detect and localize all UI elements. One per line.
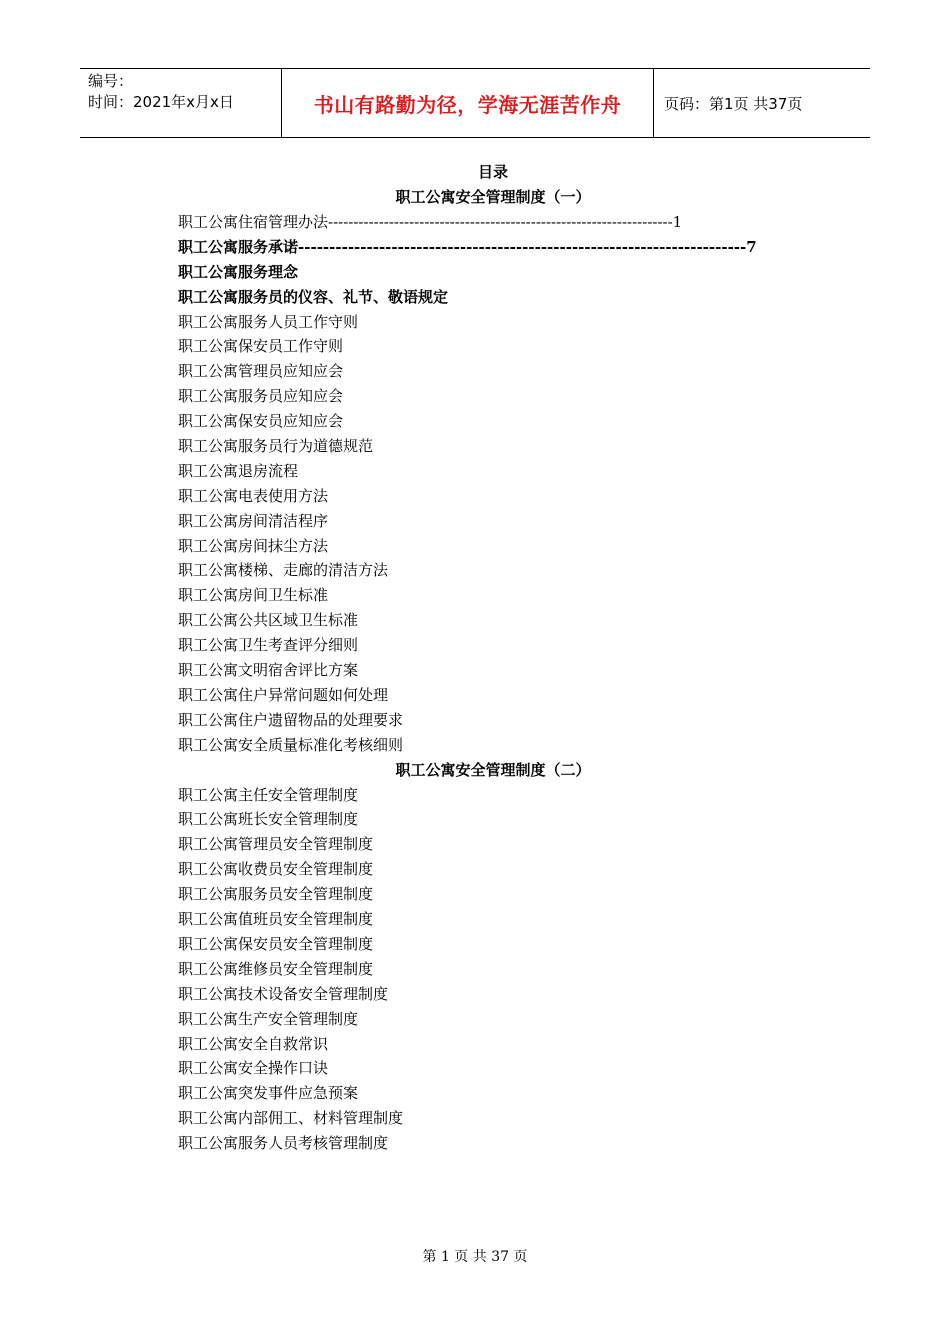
toc-entry <box>178 484 818 509</box>
document-number: 编号： <box>88 72 134 90</box>
toc-entry-text: 职工公寓住户遗留物品的处理要求 <box>178 710 404 729</box>
toc-entry: 职工公寓生产安全管理制度 <box>178 1009 359 1028</box>
toc-entry <box>178 633 818 658</box>
header-page-number: 页码：第1页 共37页 <box>664 94 803 113</box>
toc-entry-leader: --------------------------------------------------------------------1 <box>328 213 683 231</box>
toc-entry: 职工公寓安全自救常识 <box>178 1034 329 1053</box>
header-info-cell <box>80 69 282 137</box>
toc-entry <box>178 583 818 608</box>
toc-entry: 职工公寓收费员安全管理制度 <box>178 860 374 879</box>
toc-entry <box>178 434 818 459</box>
section-2-list <box>178 783 818 1156</box>
toc-entry-text: 职工公寓服务理念 <box>178 262 299 281</box>
toc-entry <box>178 683 818 708</box>
toc-entry <box>178 708 818 733</box>
toc-entry-text: 职工公寓卫生考查评分细则 <box>178 636 359 655</box>
toc-entry <box>178 334 818 359</box>
toc-entry <box>178 733 818 758</box>
toc-entry <box>178 534 818 559</box>
toc-entry-text: 职工公寓退房流程 <box>178 461 299 480</box>
toc-entry <box>178 459 818 484</box>
toc-entry: 职工公寓班长安全管理制度 <box>178 810 359 829</box>
toc-entry-text: 职工公寓文明宿舍评比方案 <box>178 661 359 680</box>
toc-entry <box>178 235 818 260</box>
toc-entry <box>178 310 818 335</box>
toc-entry: 职工公寓主任安全管理制度 <box>178 785 359 804</box>
toc-entry-text: 职工公寓保安员应知应会 <box>178 412 344 431</box>
toc-entry <box>178 384 818 409</box>
toc-entry <box>178 558 818 583</box>
toc-entry-leader: ------------------------------------------------------------------------7 <box>298 237 757 256</box>
page-header <box>80 68 870 138</box>
toc-entry-text: 职工公寓服务员的仪容、礼节、敬语规定 <box>178 287 449 306</box>
toc-entry <box>178 285 818 310</box>
toc-entry-text: 职工公寓保安员工作守则 <box>178 337 344 356</box>
toc-entry: 职工公寓服务员安全管理制度 <box>178 885 374 904</box>
toc-entry <box>178 509 818 534</box>
toc-entry: 职工公寓保安员安全管理制度 <box>178 934 374 953</box>
toc-entry-text: 职工公寓房间清洁程序 <box>178 511 329 530</box>
toc-entry-text: 职工公寓公共区域卫生标准 <box>178 611 359 630</box>
toc-entry <box>178 409 818 434</box>
toc-entry-text: 职工公寓房间抹尘方法 <box>178 536 329 555</box>
toc-entry <box>178 608 818 633</box>
toc-title: 目录 <box>477 163 508 181</box>
toc-entry <box>178 210 818 235</box>
toc-entry-text: 职工公寓房间卫生标准 <box>178 586 329 605</box>
toc-entry: 职工公寓突发事件应急预案 <box>178 1084 359 1103</box>
header-page-cell <box>654 69 870 137</box>
toc-entry: 职工公寓安全操作口诀 <box>178 1059 329 1078</box>
toc-entry: 职工公寓管理员安全管理制度 <box>178 835 374 854</box>
section-1-list <box>178 210 818 758</box>
motto: 书山有路勤为径，学海无涯苦作舟 <box>313 92 622 117</box>
toc-entry-text: 职工公寓管理员应知应会 <box>178 362 344 381</box>
toc-entry-text: 职工公寓服务员行为道德规范 <box>178 437 374 456</box>
toc-entry: 职工公寓维修员安全管理制度 <box>178 959 374 978</box>
header-motto-cell <box>282 69 654 137</box>
page-footer <box>0 1246 950 1266</box>
toc-entry <box>178 658 818 683</box>
toc-entry-text: 职工公寓服务人员工作守则 <box>178 312 359 331</box>
toc-entry: 职工公寓值班员安全管理制度 <box>178 910 374 929</box>
toc-entry: 职工公寓内部佣工、材料管理制度 <box>178 1109 404 1128</box>
section-title: 职工公寓安全管理制度（二） <box>395 760 591 779</box>
toc-entry-text: 职工公寓服务员应知应会 <box>178 387 344 406</box>
toc-entry-text: 职工公寓住户异常问题如何处理 <box>178 685 389 704</box>
footer-page-number: 第 1 页 共 37 页 <box>422 1249 528 1265</box>
toc-entry-text: 职工公寓安全质量标准化考核细则 <box>178 735 404 754</box>
section-title: 职工公寓安全管理制度（一） <box>395 188 591 206</box>
toc-entry-text: 职工公寓楼梯、走廊的清洁方法 <box>178 561 389 580</box>
toc-entry <box>178 359 818 384</box>
table-of-contents <box>178 160 818 1156</box>
toc-entry-text: 职工公寓住宿管理办法 <box>178 213 329 231</box>
toc-entry-text: 职工公寓电表使用方法 <box>178 486 329 505</box>
toc-entry <box>178 260 818 285</box>
toc-entry: 职工公寓服务人员考核管理制度 <box>178 1134 389 1153</box>
toc-entry: 职工公寓技术设备安全管理制度 <box>178 984 389 1003</box>
toc-entry-text: 职工公寓服务承诺 <box>178 237 299 256</box>
document-time: 时间：2021年x月x日 <box>88 93 234 111</box>
